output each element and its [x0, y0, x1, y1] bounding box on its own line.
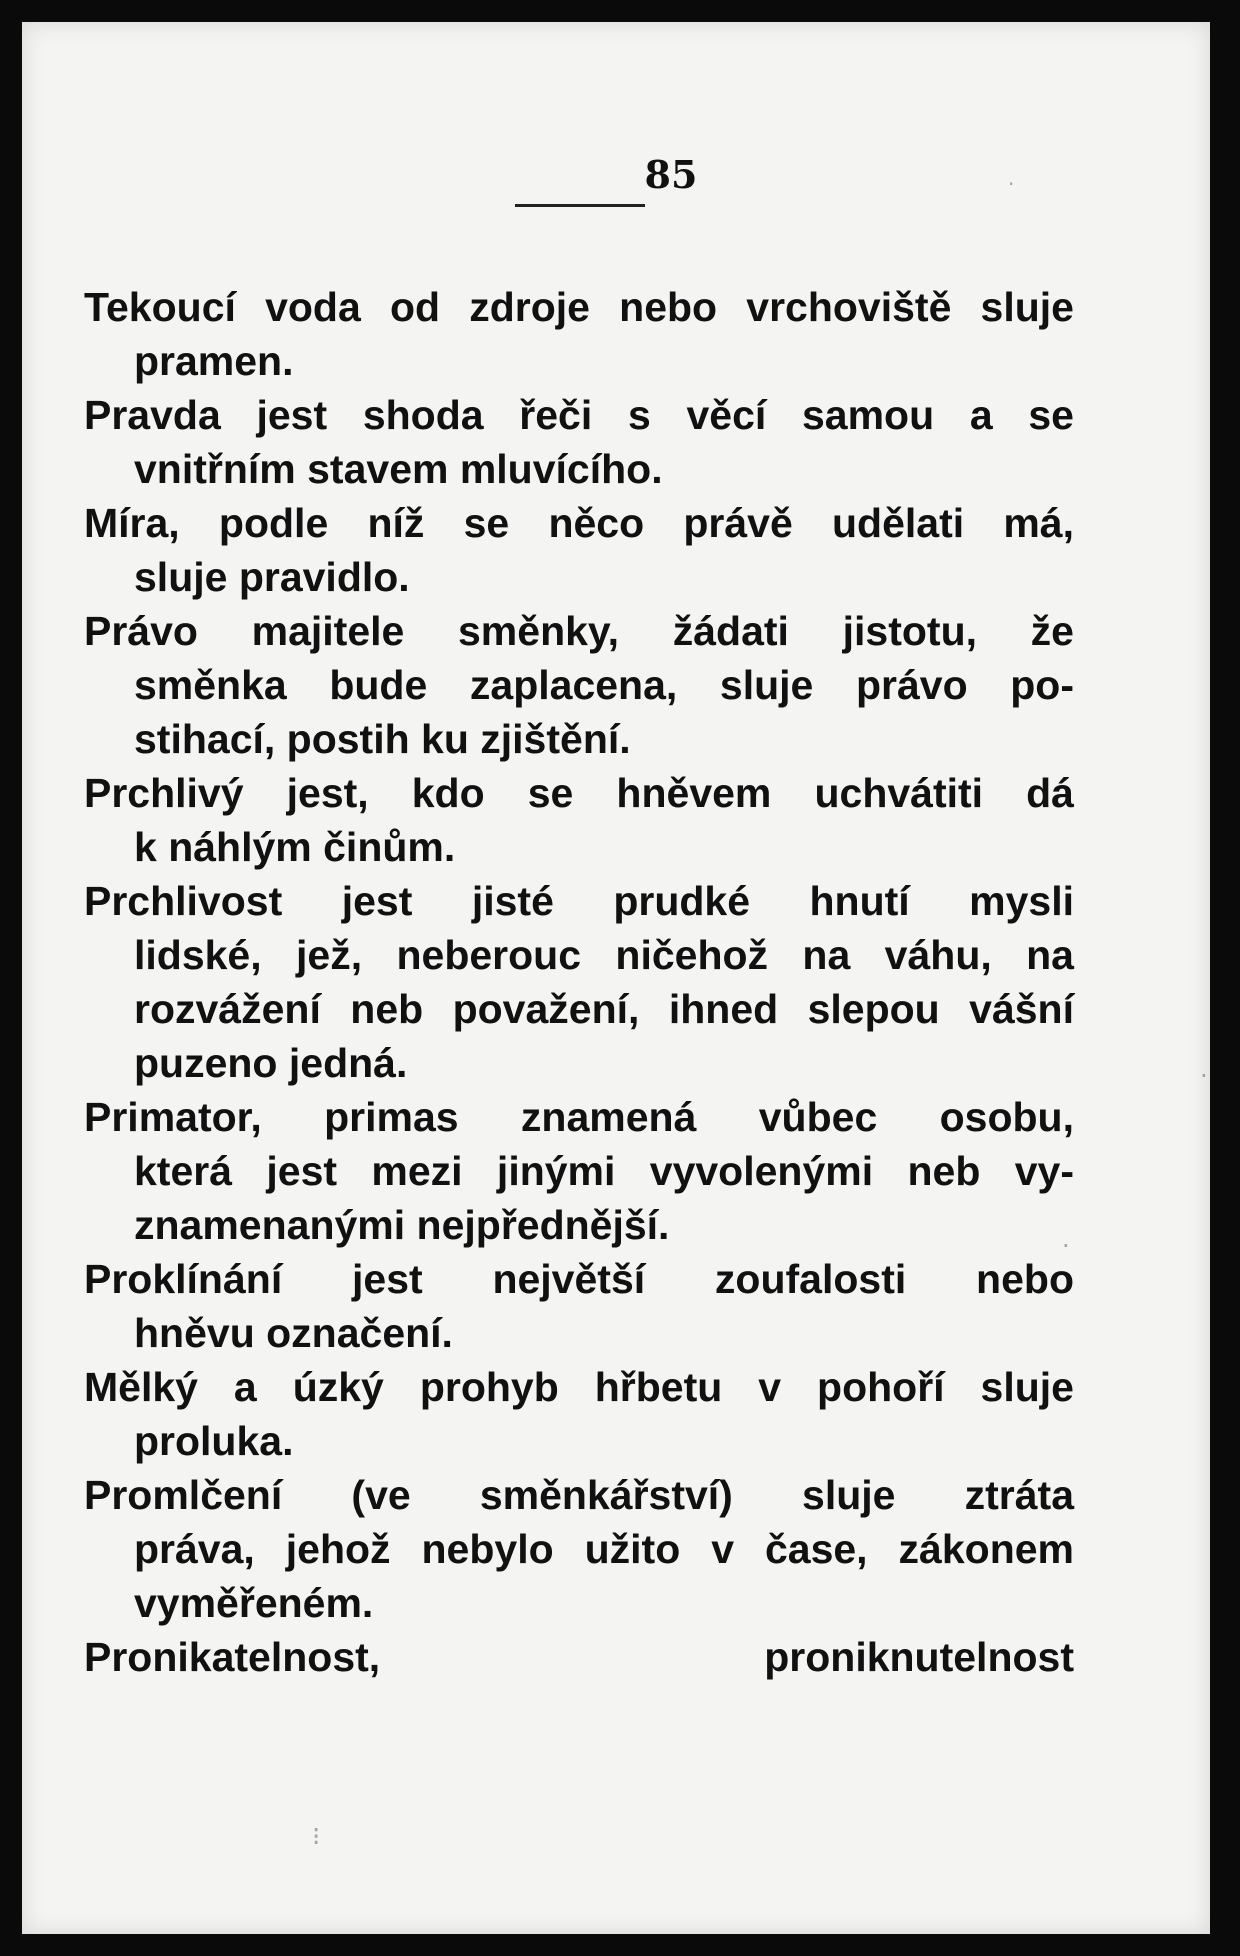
text-line: znamenanými nejpřednější. [134, 1202, 670, 1248]
text-line: směnka bude zaplacena, sluje právo po- [134, 662, 1074, 708]
text-line: proluka. [134, 1418, 294, 1464]
text-line: Primator, primas znamená vůbec osobu, [84, 1094, 1074, 1140]
text-line: Prchlivost jest jisté prudké hnutí mysli [84, 878, 1074, 924]
text-line: Právo majitele směnky, žádati jistotu, že [84, 608, 1074, 654]
text-line: vyměřeném. [134, 1580, 374, 1626]
page-number-rule [515, 204, 645, 207]
page-number: 85 [644, 152, 698, 197]
text-line: pramen. [134, 338, 294, 384]
book-page [22, 22, 1210, 1934]
text-line: rozvážení neb považení, ihned slepou vášní [134, 986, 1074, 1032]
text-line: lidské, jež, neberouc ničehož na váhu, na [134, 932, 1074, 978]
text-line: Tekoucí voda od zdroje nebo vrchoviště sluje [84, 284, 1074, 330]
text-line: Pravda jest shoda řeči s věcí samou a se [84, 392, 1074, 438]
text-line: Promlčení (ve směnkářství) sluje ztráta [84, 1472, 1074, 1518]
text-line: vnitřním stavem mluvícího. [134, 446, 663, 492]
text-line: práva, jehož nebylo užito v čase, zákonem [134, 1526, 1074, 1572]
text-line: Prchlivý jest, kdo se hněvem uchvátiti dá [84, 770, 1074, 816]
text-line: sluje pravidlo. [134, 554, 410, 600]
scan-speck: · [1062, 1232, 1070, 1260]
scan-speck: · [1008, 172, 1015, 196]
text-line: Mělký a úzký prohyb hřbetu v pohoří sluje [84, 1364, 1074, 1410]
scan-speck: · [1200, 1062, 1208, 1090]
text-line: hněvu označení. [134, 1310, 453, 1356]
text-line: Míra, podle níž se něco právě udělati má, [84, 500, 1074, 546]
dictionary-text [84, 280, 1074, 1684]
text-line: k náhlým činům. [134, 824, 456, 870]
text-line: Pronikatelnost, proniknutelnost [84, 1634, 1074, 1680]
text-line: která jest mezi jinými vyvolenými neb vy- [134, 1148, 1074, 1194]
text-line: puzeno jedná. [134, 1040, 408, 1086]
text-line: stihací, postih ku zjištění. [134, 716, 631, 762]
scan-smudge: ⁝ [312, 1822, 321, 1852]
text-line: Proklínání jest největší zoufalosti nebo [84, 1256, 1074, 1302]
